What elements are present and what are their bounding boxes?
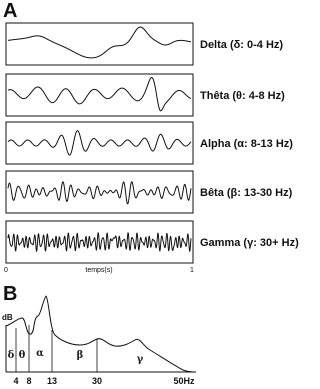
spectrum-diagram [2, 296, 196, 386]
alpha-symbol: α [36, 348, 44, 359]
tick-4: 4 [13, 376, 19, 386]
db-unit-label: dB [2, 313, 13, 322]
tick-13: 13 [46, 376, 58, 386]
panel-b-letter: B [3, 283, 18, 305]
theta-symbol: θ [18, 350, 26, 361]
delta-box [6, 23, 193, 65]
tick-30: 30 [91, 376, 103, 386]
beta-label: Bêta (β: 13-30 Hz) [200, 187, 293, 199]
time-axis-end: 1 [190, 267, 194, 274]
alpha-label: Alpha (α: 8-13 Hz) [200, 138, 293, 150]
panel-a-letter: A [3, 0, 18, 22]
theta-box [6, 74, 193, 116]
time-axis-start: 0 [4, 267, 8, 274]
gamma-symbol: γ [136, 354, 144, 365]
delta-label: Delta (δ: 0-4 Hz) [200, 39, 284, 51]
beta-symbol: β [76, 350, 84, 361]
time-axis [4, 267, 194, 274]
beta-row [6, 171, 293, 213]
gamma-row [6, 221, 299, 263]
tick-8: 8 [26, 376, 32, 386]
tick-50hz: 50Hz [173, 376, 195, 386]
time-axis-label: temps(s) [85, 267, 113, 274]
delta-symbol: δ [7, 350, 15, 361]
alpha-row [6, 122, 293, 164]
gamma-label: Gamma (γ: 30+ Hz) [200, 237, 299, 249]
theta-label: Thêta (θ: 4-8 Hz) [200, 90, 285, 102]
spectrum-curve [6, 296, 196, 372]
delta-row [6, 23, 283, 65]
theta-row [6, 74, 285, 116]
